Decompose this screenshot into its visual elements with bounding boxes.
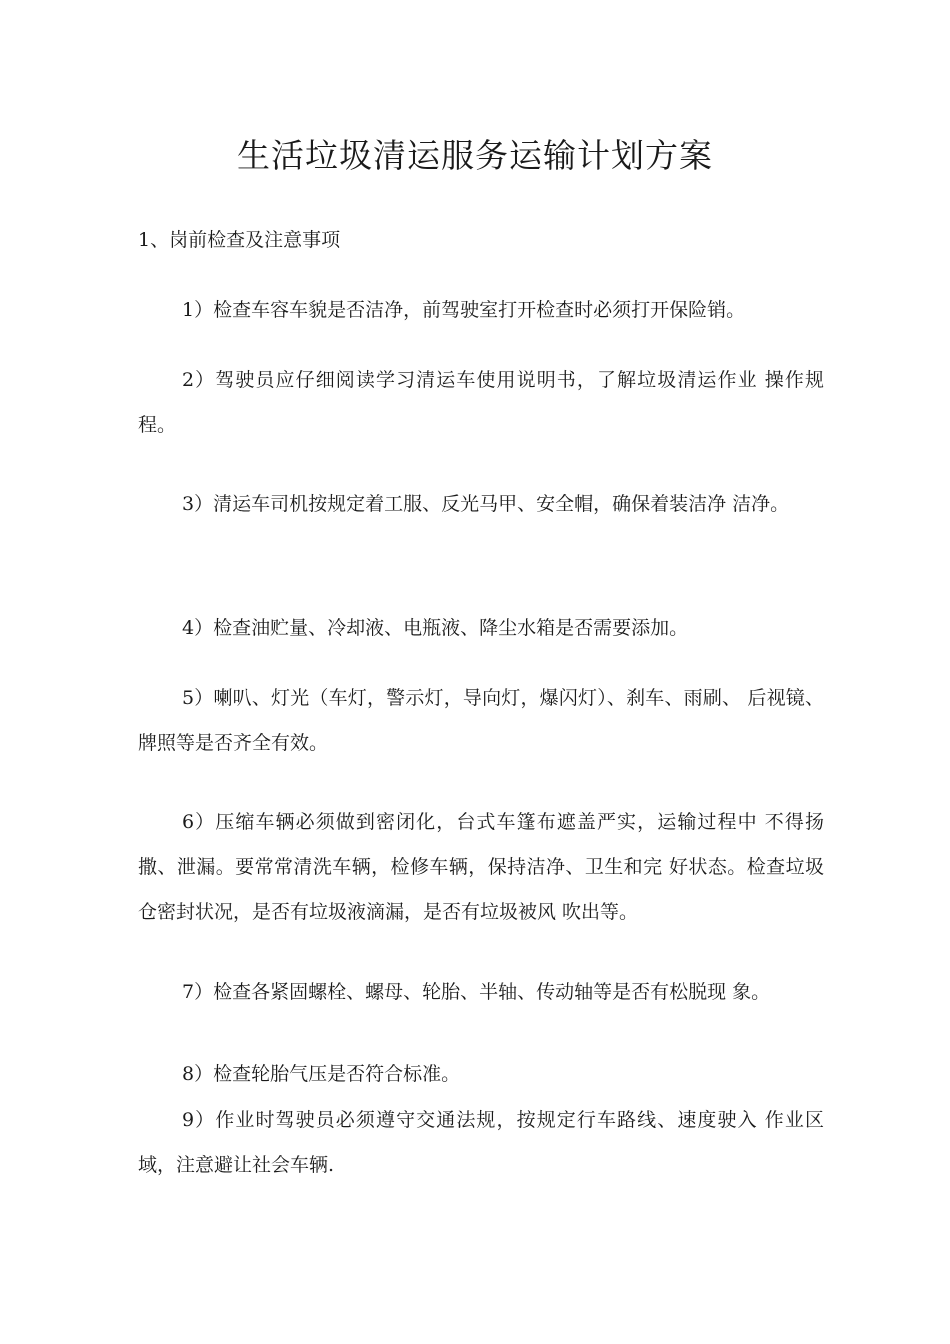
paragraph-item-7: 7）检查各紧固螺栓、螺母、轮胎、半轴、传动轴等是否有松脱现 象。 bbox=[182, 981, 771, 1003]
paragraph-item-6: 6）压缩车辆必须做到密闭化，台式车篷布遮盖严实，运输过程中 不得扬撒、泄漏。要常常清洗车辆，检修车辆，保持洁净、卫生和完 好状态。检查垃圾仓密封状况，是否有垃圾液滴漏，是否有垃圾被风 吹出等。 bbox=[138, 811, 824, 923]
paragraph-item-9: 9）作业时驾驶员必须遵守交通法规，按规定行车路线、速度驶入 作业区域，注意避让社会车辆. bbox=[138, 1109, 824, 1176]
section-heading: 1、岗前检查及注意事项 bbox=[138, 229, 341, 251]
paragraph-item-5: 5）喇叭、灯光（车灯，警示灯，导向灯，爆闪灯）、刹车、雨刷、 后视镜、牌照等是否齐全有效。 bbox=[138, 687, 824, 754]
document-title: 生活垃圾清运服务运输计划方案 bbox=[237, 136, 713, 175]
paragraph-item-3: 3）清运车司机按规定着工服、反光马甲、安全帽，确保着装洁净 洁净。 bbox=[182, 493, 790, 515]
paragraph-item-8: 8）检查轮胎气压是否符合标准。 bbox=[182, 1063, 461, 1085]
paragraph-item-4: 4）检查油贮量、冷却液、电瓶液、降尘水箱是否需要添加。 bbox=[182, 617, 689, 639]
paragraph-item-2: 2）驾驶员应仔细阅读学习清运车使用说明书，了解垃圾清运作业 操作规程。 bbox=[138, 369, 824, 436]
paragraph-item-1: 1）检查车容车貌是否洁净，前驾驶室打开检查时必须打开保险销。 bbox=[182, 299, 746, 321]
